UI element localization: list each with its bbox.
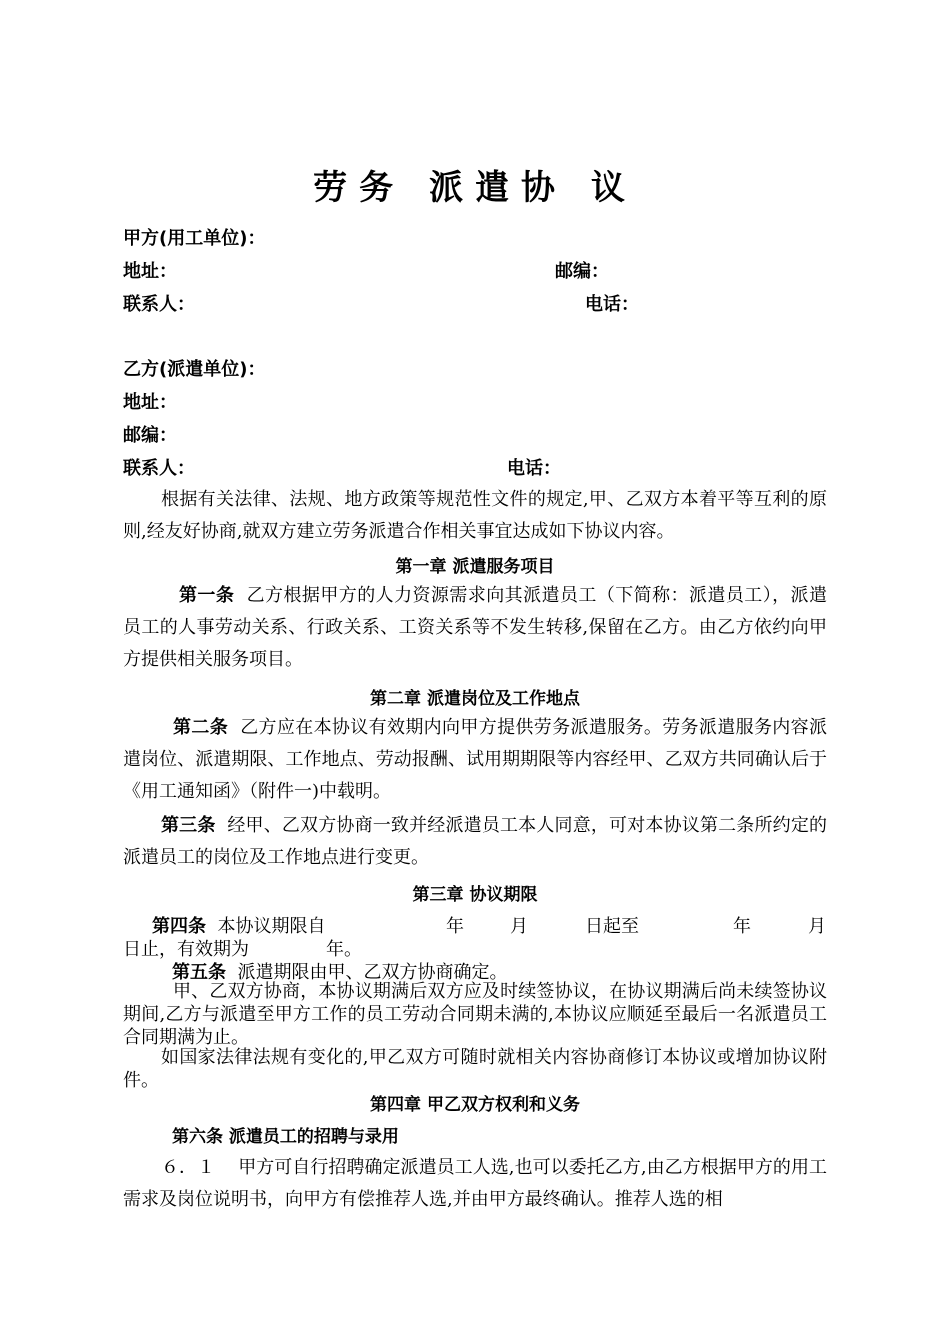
chapter-3-title: 第三章 协议期限 <box>412 885 538 905</box>
article-4-start-text: 本协议期限自 <box>217 916 326 937</box>
article-3-text: 经甲、乙双方协商一致并经派遣员工本人同意，可对本协议第二条所约定的派遣员工的岗位及工作地点进行变更。 <box>123 815 828 868</box>
article-4-line-2-a: 日止，有效期为 <box>123 939 249 960</box>
party-a-label: 甲方(用工单位)： <box>123 228 266 249</box>
article-4-month-2: 月 <box>808 916 826 937</box>
article-4-day-1: 日起至 <box>585 916 639 937</box>
chapter-2-title: 第二章 派遣岗位及工作地点 <box>370 689 580 709</box>
article-5-label: 第五条 <box>172 962 226 983</box>
party-b-phone-label: 电话： <box>507 458 561 479</box>
law-change-paragraph: 如国家法律法规有变化的,甲乙双方可随时就相关内容协商修订本协议或增加协议附件。 <box>123 1047 827 1091</box>
article-1-label: 第一条 <box>179 585 235 606</box>
party-b-contact-label: 联系人： <box>123 458 195 479</box>
article-5-text: 派遣期限由甲、乙双方协商确定。 <box>237 962 508 983</box>
article-3-paragraph <box>123 810 827 874</box>
article-4-year-2: 年 <box>733 916 751 937</box>
article-6-title: 第六条 派遣员工的招聘与录用 <box>172 1127 399 1147</box>
chapter-4-title: 第四章 甲乙双方权利和义务 <box>370 1095 580 1115</box>
article-2-paragraph <box>123 712 827 808</box>
article-2-label: 第二条 <box>173 717 229 738</box>
article-1-paragraph <box>123 580 827 676</box>
party-a-phone-label: 电话： <box>585 294 639 315</box>
article-6-1-text: 甲方可自行招聘确定派遣员工人选,也可以委托乙方,由乙方根据甲方的用工需求及岗位说明书，向甲方有偿推荐人选,并由甲方最终确认。推荐人选的相 <box>123 1157 827 1210</box>
article-4-month-1: 月 <box>510 916 528 937</box>
party-b-postcode-label: 邮编： <box>123 425 177 446</box>
preamble-paragraph: 根据有关法律、法规、地方政策等规范性文件的规定,甲、乙双方本着平等互利的原则,经友好协商,就双方建立劳务派遣合作相关事宜达成如下协议内容。 <box>123 489 827 542</box>
article-3-label: 第三条 <box>161 815 216 836</box>
article-4-year-1: 年 <box>446 916 464 937</box>
party-a-contact-label: 联系人： <box>123 294 195 315</box>
article-4-line-2-b: 年。 <box>326 939 362 960</box>
party-b-address-label: 地址： <box>123 392 177 413</box>
document-title: 劳务 派遣协 议 <box>313 168 637 208</box>
article-2-text: 乙方应在本协议有效期内向甲方提供劳务派遣服务。劳务派遣服务内容派遣岗位、派遣期限、工作地点、劳动报酬、试用期期限等内容经甲、乙双方共同确认后于《用工通知函》（附件一)中载明。 <box>123 717 827 802</box>
article-6-1-number: ６．１ <box>161 1157 216 1178</box>
party-b-label: 乙方(派遣单位)： <box>123 359 266 380</box>
renewal-paragraph: 甲、乙双方协商，本协议期满后双方应及时续签协议，在协议期满后尚未续签协议期间,乙方与派遣至甲方工作的员工劳动合同期未满的,本协议应顺延至最后一名派遣员工合同期满为止。 <box>123 981 827 1048</box>
chapter-1-title: 第一章 派遣服务项目 <box>395 557 555 577</box>
article-6-1-paragraph <box>123 1152 827 1216</box>
party-a-address-label: 地址： <box>123 261 177 282</box>
article-4-label: 第四条 <box>152 916 206 937</box>
article-1-text: 乙方根据甲方的人力资源需求向其派遣员工（下简称：派遣员工），派遣员工的人事劳动关系、行政关系、工资关系等不发生转移,保留在乙方。由乙方依约向甲方提供相关服务项目。 <box>123 585 827 670</box>
party-a-postcode-label: 邮编： <box>555 261 609 282</box>
